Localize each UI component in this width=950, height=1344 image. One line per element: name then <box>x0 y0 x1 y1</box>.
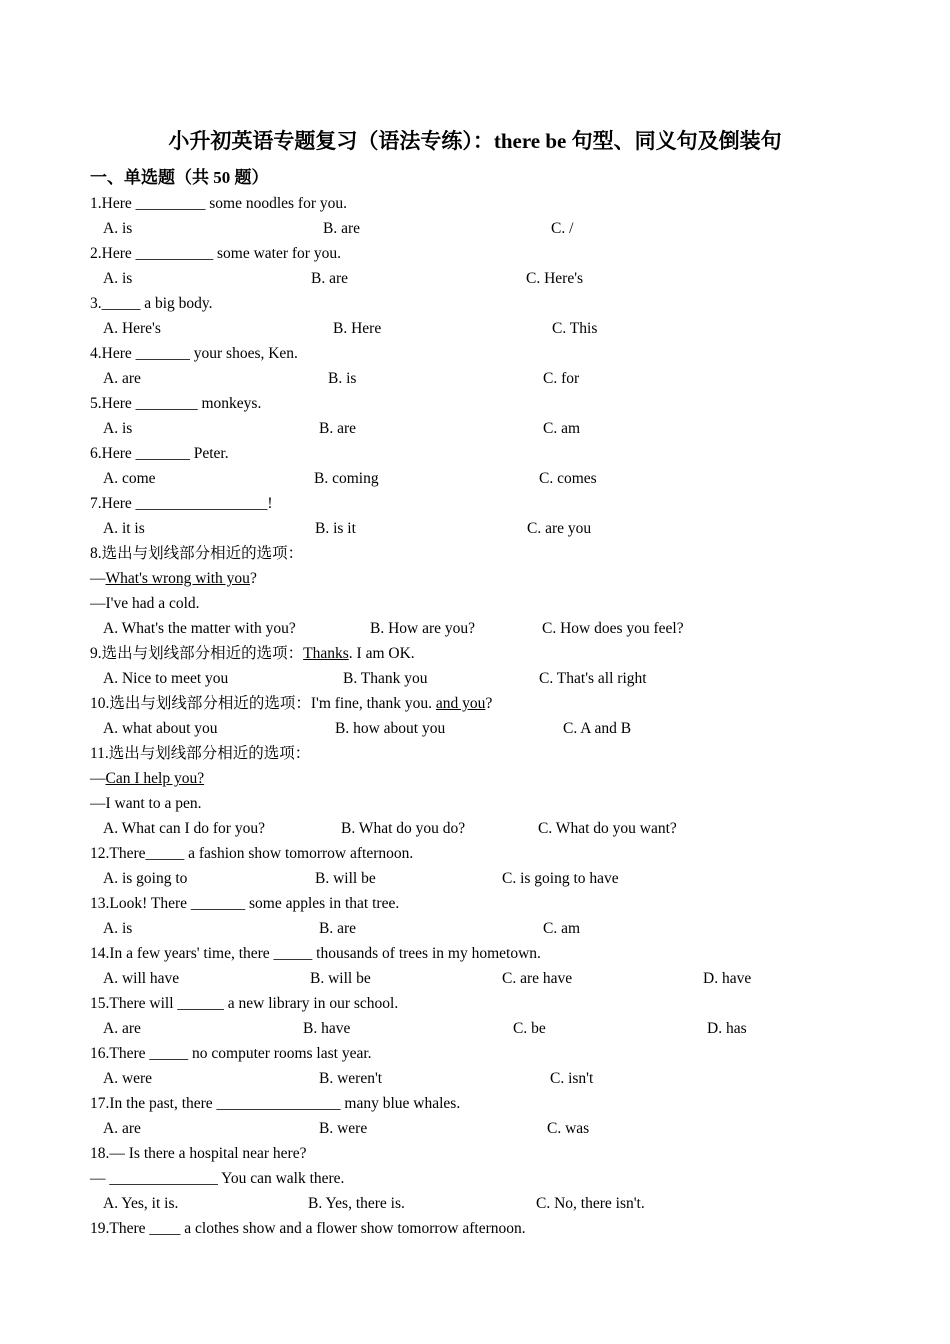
q10-option-a[interactable]: A. what about you <box>103 720 218 737</box>
q4-option-b[interactable]: B. is <box>328 370 357 387</box>
q5-option-a[interactable]: A. is <box>103 420 133 437</box>
q13-option-b[interactable]: B. are <box>319 920 357 937</box>
q18-option-c[interactable]: C. No, there isn't. <box>536 1195 645 1212</box>
q10-underlined-phrase: and you <box>435 695 486 712</box>
q8-option-c[interactable]: C. How does you feel? <box>542 620 684 637</box>
q2-option-c[interactable]: C. Here's <box>526 270 584 287</box>
q14-option-a[interactable]: A. will have <box>103 970 180 987</box>
q9-underlined-phrase: Thanks <box>303 645 349 662</box>
question-2: 2.Here __________ some water for you. <box>90 245 341 262</box>
q11-dialogue-line-1: —Can I help you? <box>90 770 205 787</box>
q17-option-a[interactable]: A. are <box>103 1120 141 1137</box>
q18-dialogue-line-2: — ______________ You can walk there. <box>90 1170 345 1187</box>
q1-option-c[interactable]: C. / <box>551 220 574 237</box>
question-8: 8.选出与划线部分相近的选项： <box>90 545 304 562</box>
q13-option-c[interactable]: C. am <box>543 920 581 937</box>
q3-option-b[interactable]: B. Here <box>333 320 382 337</box>
q17-option-b[interactable]: B. were <box>319 1120 368 1137</box>
q7-option-a[interactable]: A. it is <box>103 520 145 537</box>
question-19: 19.There ____ a clothes show and a flower show tomorrow afternoon. <box>90 1220 526 1237</box>
q15-option-a[interactable]: A. are <box>103 1020 141 1037</box>
q9-option-b[interactable]: B. Thank you <box>343 670 428 687</box>
question-7: 7.Here _________________! <box>90 495 273 512</box>
q3-option-c[interactable]: C. This <box>552 320 598 337</box>
document-title: 小升初英语专题复习（语法专练）：there be 句型、同义句及倒装句 <box>168 129 782 153</box>
q6-option-a[interactable]: A. come <box>103 470 156 487</box>
q1-option-a[interactable]: A. is <box>103 220 133 237</box>
q11-option-b[interactable]: B. What do you do? <box>341 820 466 837</box>
question-3: 3._____ a big body. <box>90 295 213 312</box>
q2-option-b[interactable]: B. are <box>311 270 349 287</box>
q13-option-a[interactable]: A. is <box>103 920 133 937</box>
question-10: 10.选出与划线部分相近的选项：I'm fine, thank you. and you? <box>90 695 493 712</box>
question-18: 18.— Is there a hospital near here? <box>90 1145 307 1162</box>
question-6: 6.Here _______ Peter. <box>90 445 229 462</box>
q16-option-b[interactable]: B. weren't <box>319 1070 383 1087</box>
q15-option-b[interactable]: B. have <box>303 1020 351 1037</box>
q11-option-a[interactable]: A. What can I do for you? <box>103 820 265 837</box>
question-13: 13.Look! There _______ some apples in that tree. <box>90 895 400 912</box>
question-4: 4.Here _______ your shoes, Ken. <box>90 345 298 362</box>
q10-option-c[interactable]: C. A and B <box>563 720 632 737</box>
q15-option-c[interactable]: C. be <box>513 1020 546 1037</box>
q18-option-a[interactable]: A. Yes, it is. <box>103 1195 179 1212</box>
q4-option-c[interactable]: C. for <box>543 370 580 387</box>
q18-option-b[interactable]: B. Yes, there is. <box>308 1195 405 1212</box>
q11-option-c[interactable]: C. What do you want? <box>538 820 677 837</box>
q4-option-a[interactable]: A. are <box>103 370 141 387</box>
q15-option-d[interactable]: D. has <box>707 1020 747 1037</box>
q16-option-c[interactable]: C. isn't <box>550 1070 594 1087</box>
q11-underlined-phrase: Can I help you? <box>105 770 205 787</box>
q14-option-c[interactable]: C. are have <box>502 970 573 987</box>
q9-option-a[interactable]: A. Nice to meet you <box>103 670 229 687</box>
q11-dialogue-line-2: —I want to a pen. <box>90 795 202 812</box>
q8-dialogue-line-1: —What's wrong with you? <box>90 570 257 587</box>
q9-option-c[interactable]: C. That's all right <box>539 670 647 687</box>
q10-option-b[interactable]: B. how about you <box>335 720 446 737</box>
question-14: 14.In a few years' time, there _____ thousands of trees in my hometown. <box>90 945 541 962</box>
q12-option-b[interactable]: B. will be <box>315 870 376 887</box>
question-12: 12.There_____ a fashion show tomorrow afternoon. <box>90 845 414 862</box>
q2-option-a[interactable]: A. is <box>103 270 133 287</box>
q5-option-b[interactable]: B. are <box>319 420 357 437</box>
question-9: 9.选出与划线部分相近的选项：Thanks. I am OK. <box>90 645 415 662</box>
q3-option-a[interactable]: A. Here's <box>103 320 161 337</box>
q16-option-a[interactable]: A. were <box>103 1070 153 1087</box>
question-16: 16.There _____ no computer rooms last year. <box>90 1045 372 1062</box>
q14-option-d[interactable]: D. have <box>703 970 752 987</box>
q8-option-a[interactable]: A. What's the matter with you? <box>103 620 296 637</box>
question-11: 11.选出与划线部分相近的选项： <box>90 745 311 762</box>
q14-option-b[interactable]: B. will be <box>310 970 371 987</box>
q8-underlined-phrase: What's wrong with you <box>105 570 250 587</box>
q8-dialogue-line-2: —I've had a cold. <box>90 595 200 612</box>
q12-option-c[interactable]: C. is going to have <box>502 870 619 887</box>
q5-option-c[interactable]: C. am <box>543 420 581 437</box>
q7-option-b[interactable]: B. is it <box>315 520 356 537</box>
question-1: 1.Here _________ some noodles for you. <box>90 195 348 212</box>
q17-option-c[interactable]: C. was <box>547 1120 590 1137</box>
q1-option-b[interactable]: B. are <box>323 220 361 237</box>
q6-option-b[interactable]: B. coming <box>314 470 379 487</box>
q12-option-a[interactable]: A. is going to <box>103 870 188 887</box>
question-17: 17.In the past, there ________________ many blue whales. <box>90 1095 461 1112</box>
q6-option-c[interactable]: C. comes <box>539 470 597 487</box>
section-heading: 一、单选题（共 50 题） <box>90 168 269 187</box>
q8-option-b[interactable]: B. How are you? <box>370 620 476 637</box>
question-15: 15.There will ______ a new library in our school. <box>90 995 399 1012</box>
question-5: 5.Here ________ monkeys. <box>90 395 262 412</box>
q7-option-c[interactable]: C. are you <box>527 520 592 537</box>
